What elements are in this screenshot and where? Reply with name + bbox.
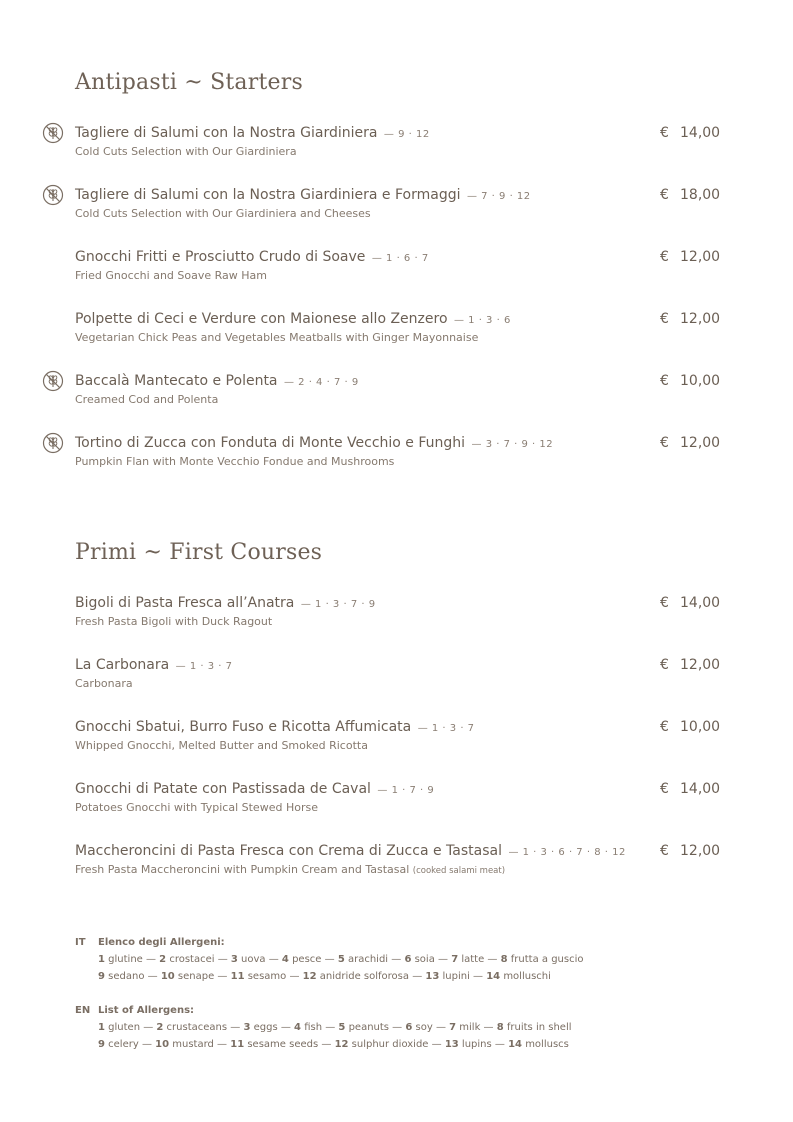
allergen-name: arachidi [347,954,389,965]
price: 14,00 [680,781,721,797]
dish-english-name: Cold Cuts Selection with Our Giardiniera [75,145,297,158]
allergen-name: sedano [108,971,145,982]
menu-item [0,248,793,288]
dish-english-name: Pumpkin Flan with Monte Vecchio Fondue and Mushrooms [75,455,395,468]
allergen-name: uova [241,954,266,965]
dish-english-name: Carbonara [75,677,133,690]
allergen-number: 3 [230,954,238,965]
allergen-name: eggs [253,1022,278,1033]
allergen-name: sulphur dioxide [351,1039,429,1050]
dish-name-line [75,780,434,800]
allergen-name: anidride solforosa [319,971,410,982]
legend-body [98,1002,572,1053]
dish-name-line [75,186,531,206]
dish-english-note: (cooked salami meat) [412,866,506,876]
section-title: Antipasti ~ Starters [75,70,303,95]
dish-name: Tagliere di Salumi con la Nostra Giardiniera e Formaggi [75,187,461,203]
dish-english [75,455,394,469]
legend-body [98,934,583,985]
wheat-crossed-icon [42,370,64,392]
allergen-name: crustaceans [166,1022,228,1033]
allergen-name: fruits in shell [506,1022,572,1033]
dish-name-line [75,248,429,268]
allergen-number: 6 [405,1022,413,1033]
currency: € [660,435,669,451]
menu-item [0,124,793,164]
dish-allergens: — 1 · 6 · 7 [371,253,429,264]
menu-item [0,594,793,634]
allergen-number: 12 [334,1039,349,1050]
allergen-number: 11 [230,971,245,982]
dish-name-line [75,718,475,738]
allergen-number: 2 [156,1022,164,1033]
menu-item [0,434,793,474]
menu-item [0,372,793,412]
dish-name: Gnocchi di Patate con Pastissada de Caval [75,781,371,797]
dish-english [75,331,478,345]
legend-line: 1 gluten — 2 crustaceans — 3 eggs — 4 fish — 5 peanuts — 6 soy — 7 milk — 8 fruits in shell [98,1022,572,1033]
allergen-number: 9 [98,971,105,982]
dish-name-line [75,434,553,454]
dish-allergens: — 7 · 9 · 12 [466,191,531,202]
dish-name-line [75,656,232,676]
allergen-name: fish [304,1022,323,1033]
dish-name-line [75,124,430,144]
allergen-number: 4 [281,954,289,965]
allergen-name: gluten [108,1022,141,1033]
menu-item [0,310,793,350]
dish-name: Polpette di Ceci e Verdure con Maionese allo Zenzero [75,311,448,327]
currency: € [660,373,669,389]
allergen-number: 1 [98,954,105,965]
allergen-name: frutta a guscio [510,954,584,965]
allergen-number: 8 [496,1022,504,1033]
dish-name-line [75,842,626,862]
currency: € [660,125,669,141]
menu-item [0,186,793,226]
menu-item [0,718,793,758]
currency: € [660,843,669,859]
price: 14,00 [680,595,721,611]
dish-english-name: Potatoes Gnocchi with Typical Stewed Horse [75,801,318,814]
dish-name: Gnocchi Sbatui, Burro Fuso e Ricotta Affumicata [75,719,412,735]
legend-language-code: EN [75,1005,91,1016]
allergen-number: 6 [404,954,412,965]
price: 14,00 [680,125,721,141]
dish-english-name: Whipped Gnocchi, Melted Butter and Smoked Ricotta [75,739,368,752]
menu-item [0,780,793,820]
allergen-name: milk [459,1022,481,1033]
dish-name-line [75,310,511,330]
dish-allergens: — 9 · 12 [383,129,430,140]
dish-name: Bigoli di Pasta Fresca all’Anatra [75,595,295,611]
dish-allergens: — 3 · 7 · 9 · 12 [471,439,554,450]
allergen-name: peanuts [348,1022,389,1033]
legend-line: 9 sedano — 10 senape — 11 sesamo — 12 anidride solforosa — 13 lupini — 14 molluschi [98,971,551,982]
currency: € [660,249,669,265]
menu-item [0,656,793,696]
currency: € [660,719,669,735]
dish-allergens: — 1 · 3 · 6 · 7 · 8 · 12 [508,847,626,858]
allergen-name: pesce [292,954,322,965]
price: 12,00 [680,843,721,859]
allergen-number: 3 [243,1022,251,1033]
legend-language-code: IT [75,937,86,948]
dish-name: Baccalà Mantecato e Polenta [75,373,278,389]
currency: € [660,781,669,797]
price: 12,00 [680,311,721,327]
allergen-name: latte [461,954,485,965]
dish-english [75,863,505,878]
wheat-crossed-icon [42,184,64,206]
dish-allergens: — 1 · 3 · 7 [175,661,233,672]
allergen-name: glutine [108,954,143,965]
menu-item [0,842,793,882]
allergen-number: 8 [500,954,508,965]
allergen-number: 10 [155,1039,170,1050]
dish-allergens: — 1 · 7 · 9 [377,785,435,796]
dish-allergens: — 1 · 3 · 7 [417,723,475,734]
dish-name: Maccheroncini di Pasta Fresca con Crema di Zucca e Tastasal [75,843,502,859]
allergen-number: 10 [160,971,175,982]
allergen-number: 9 [98,1039,105,1050]
allergen-number: 13 [425,971,440,982]
dish-english [75,393,218,407]
allergen-number: 7 [451,954,459,965]
dish-english [75,739,368,753]
dish-english [75,677,133,691]
allergen-number: 14 [486,971,501,982]
currency: € [660,311,669,327]
legend-line: 9 celery — 10 mustard — 11 sesame seeds — 12 sulphur dioxide — 13 lupins — 14 molluscs [98,1039,569,1050]
dish-allergens: — 1 · 3 · 7 · 9 [300,599,376,610]
allergen-name: lupins [461,1039,492,1050]
price: 10,00 [680,719,721,735]
dish-name-line [75,372,359,392]
dish-english [75,145,297,159]
allergen-number: 12 [302,971,317,982]
legend-line: 1 glutine — 2 crostacei — 3 uova — 4 pesce — 5 arachidi — 6 soia — 7 latte — 8 frutta a guscio [98,954,584,965]
dish-name: La Carbonara [75,657,170,673]
price: 18,00 [680,187,721,203]
section-title: Primi ~ First Courses [75,540,323,565]
dish-english [75,269,267,283]
allergen-number: 14 [508,1039,522,1050]
dish-english-name: Fresh Pasta Bigoli with Duck Ragout [75,615,273,628]
dish-name-line [75,594,376,614]
allergen-number: 11 [230,1039,245,1050]
allergen-name: crostacei [169,954,215,965]
allergen-number: 7 [449,1022,457,1033]
dish-english-name: Vegetarian Chick Peas and Vegetables Meatballs with Ginger Mayonnaise [75,331,479,344]
currency: € [660,187,669,203]
allergen-name: mustard [172,1039,214,1050]
allergen-name: sesamo [247,971,287,982]
allergen-number: 5 [337,954,345,965]
allergen-number: 2 [159,954,167,965]
dish-english-name: Cold Cuts Selection with Our Giardiniera and Cheeses [75,207,371,220]
dish-name: Gnocchi Fritti e Prosciutto Crudo di Soave [75,249,366,265]
wheat-crossed-icon [42,432,64,454]
legend-heading: Elenco degli Allergeni: [98,937,225,948]
allergen-name: soia [414,954,435,965]
allergen-name: molluschi [503,971,551,982]
dish-allergens: — 1 · 3 · 6 [453,315,511,326]
allergen-number: 4 [294,1022,301,1033]
price: 12,00 [680,249,721,265]
allergen-number: 13 [444,1039,459,1050]
dish-english-name: Creamed Cod and Polenta [75,393,219,406]
allergen-name: sesame seeds [247,1039,319,1050]
price: 12,00 [680,435,721,451]
allergen-number: 1 [98,1022,105,1033]
dish-english-name: Fried Gnocchi and Soave Raw Ham [75,269,267,282]
currency: € [660,595,669,611]
currency: € [660,657,669,673]
dish-name: Tagliere di Salumi con la Nostra Giardiniera [75,125,378,141]
allergen-name: senape [177,971,215,982]
price: 12,00 [680,657,721,673]
allergen-name: molluscs [525,1039,569,1050]
dish-english [75,207,371,221]
dish-english [75,615,272,629]
dish-english [75,801,318,815]
legend-heading: List of Allergens: [98,1005,195,1016]
price: 10,00 [680,373,721,389]
allergen-name: soy [415,1022,433,1033]
allergen-name: celery [108,1039,139,1050]
dish-name: Tortino di Zucca con Fonduta di Monte Vecchio e Funghi [75,435,466,451]
allergen-number: 5 [338,1022,346,1033]
allergen-name: lupini [442,971,470,982]
wheat-crossed-icon [42,122,64,144]
dish-english-name: Fresh Pasta Maccheroncini with Pumpkin Cream and Tastasal [75,863,410,876]
dish-allergens: — 2 · 4 · 7 · 9 [283,377,359,388]
